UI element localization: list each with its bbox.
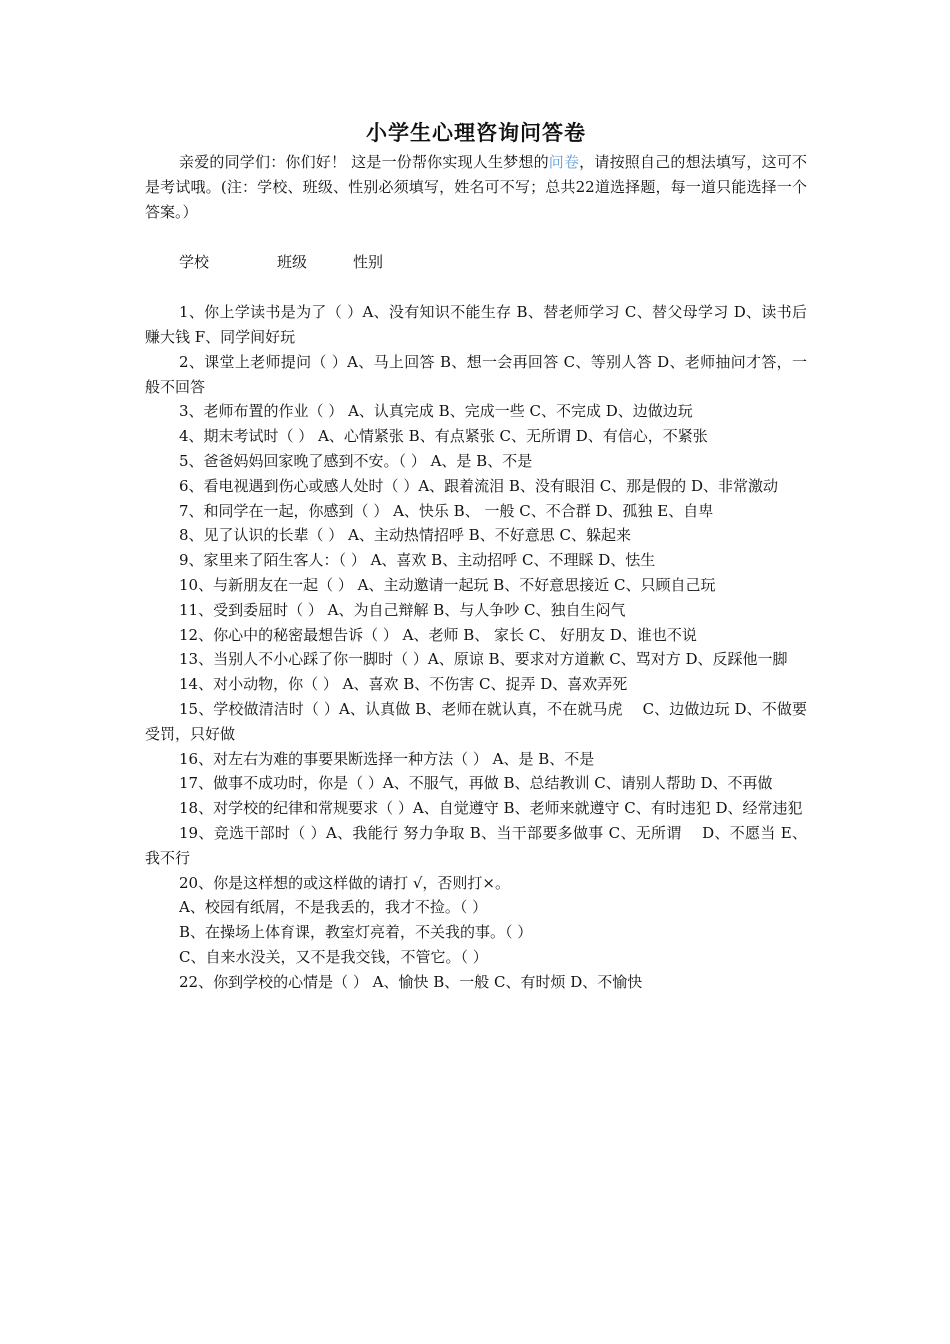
document-title: 小学生心理咨询问答卷 [366, 120, 586, 145]
question-item: 10、与新朋友在一起（ ） A、主动邀请一起玩 B、不好意思接近 C、只顾自己玩 [179, 575, 716, 594]
question-item: 18、对学校的纪律和常规要求（ ）A、自觉遵守 B、老师来就遵守 C、有时违犯 D、经常违犯 [179, 799, 803, 818]
questionnaire-link[interactable]: 问卷 [548, 153, 580, 171]
question-item: 1、你上学读书是为了（ ）A、没有知识不能生存 B、替老师学习 C、替父母学习 D、读书后 赚大钱 F、同学间好玩 [145, 303, 807, 346]
question-item: 19、竞选干部时（ ）A、我能行 努力争取 B、当干部要多做事 C、无所谓 D、不愿当 E、我不行 [145, 823, 807, 867]
question-list [145, 300, 807, 994]
sub-question-item: B、在操场上体育课，教室灯亮着，不关我的事。（ ） [179, 923, 533, 942]
question-item: 11、受到委屈时（ ） A、为自己辩解 B、与人争吵 C、独自生闷气 [179, 600, 626, 619]
question-item: 17、做事不成功时，你是（ ）A、不服气，再做 B、总结教训 C、请别人帮助 D、不再做 [179, 774, 773, 793]
question-item: 20、你是这样想的或这样做的请打 √，否则打×。 [179, 873, 510, 892]
school-field-label: 学校 [179, 253, 210, 272]
question-item: 3、老师布置的作业（ ） A、认真完成 B、完成一些 C、不完成 D、边做边玩 [179, 402, 693, 421]
intro-text-end: ，请按照自己的想法填写，这可不是考试哦。(注：学校、班级、性别必须填写，姓名可不写；总共22道选择题，每一道只能选择一个答案。） [145, 153, 807, 221]
question-item: 22、你到学校的心情是（ ） A、愉快 B、一般 C、有时烦 D、不愉快 [179, 972, 643, 991]
sub-question-item: A、校园有纸屑，不是我丢的，我才不捡。（ ） [179, 898, 488, 917]
question-item: 4、期末考试时（ ） A、心情紧张 B、有点紧张 C、无所谓 D、有信心，不紧张 [179, 427, 708, 446]
question-item: 15、学校做清洁时（ ）A、认真做 B、老师在就认真，不在就马虎 C、边做边玩 D、不做要受罚，只好做 [145, 699, 807, 743]
question-item: 7、和同学在一起，你感到（ ） A、快乐 B、 一般 C、不合群 D、孤独 E、自卑 [179, 501, 714, 520]
question-item: 16、对左右为难的事要果断选择一种方法（ ） A、是 B、不是 [179, 749, 595, 768]
question-item: 12、你心中的秘密最想告诉（ ） A、老师 B、 家长 C、 好朋友 D、谁也不说 [179, 625, 697, 644]
intro-paragraph [145, 150, 807, 224]
questionnaire-page [145, 118, 807, 995]
sub-question-item: C、自来水没关，又不是我交钱，不管它。（ ） [179, 947, 488, 966]
question-item: 2、课堂上老师提问（ ）A、马上回答 B、想一会再回答 C、等别人答 D、老师抽问才答，一般不回答 [145, 352, 807, 396]
question-item: 9、家里来了陌生客人：（ ） A、喜欢 B、主动招呼 C、不理睬 D、怯生 [179, 551, 656, 570]
question-item: 8、见了认识的长辈（ ） A、主动热情招呼 B、不好意思 C、躲起来 [179, 526, 631, 545]
class-field-label: 班级 [277, 253, 308, 272]
question-item: 13、当别人不小心踩了你一脚时（ ）A、原谅 B、要求对方道歉 C、骂对方 D、反踩他一脚 [179, 650, 788, 669]
question-item: 5、爸爸妈妈回家晚了感到不安。（ ） A、是 B、不是 [179, 451, 533, 470]
question-item: 6、看电视遇到伤心或感人处时（ ）A、跟着流泪 B、没有眼泪 C、那是假的 D、非常激动 [179, 476, 778, 495]
intro-text-start: 亲爱的同学们：你们好！ 这是一份帮你实现人生梦想的 [179, 153, 549, 171]
question-item: 14、对小动物，你（ ） A、喜欢 B、不伤害 C、捉弄 D、喜欢弄死 [179, 675, 628, 694]
gender-field-label: 性别 [353, 253, 384, 272]
info-fields-row [145, 250, 807, 275]
